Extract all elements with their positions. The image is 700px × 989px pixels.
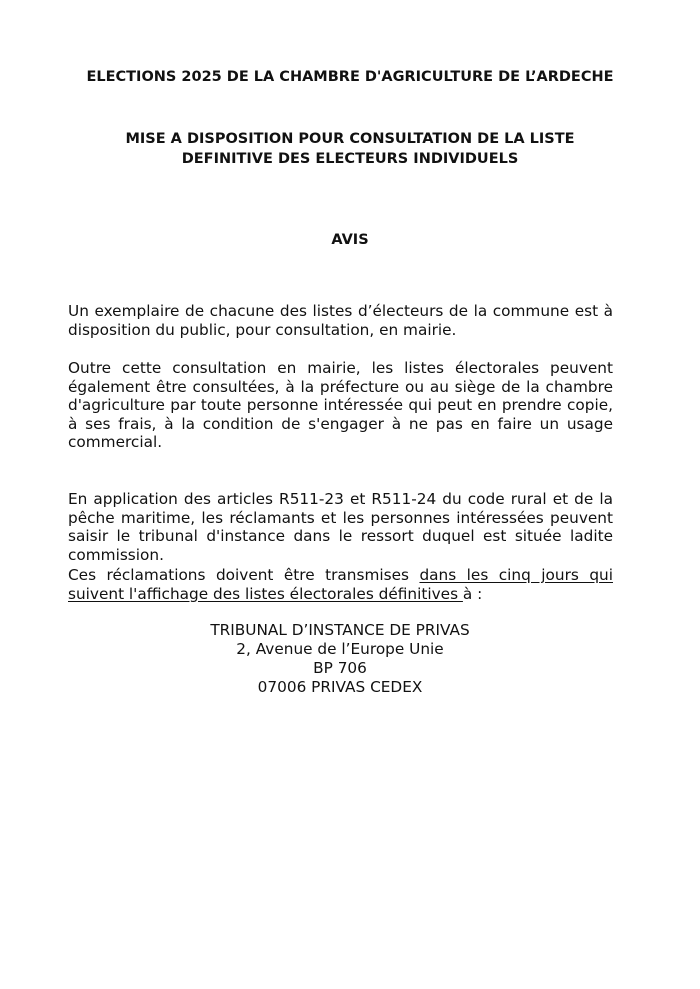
address-line-1: TRIBUNAL D’INSTANCE DE PRIVAS	[210, 621, 470, 639]
claims-deadline-text: dans les cinq jours qui suivent l'affichage des listes électorales définitives	[68, 566, 613, 603]
paragraph-availability: Un exemplaire de chacune des listes d’électeurs de la commune est à disposition du public, pour consultation, en mairie.	[68, 302, 613, 339]
court-address	[0, 621, 680, 697]
claims-tail-text: à :	[462, 584, 483, 603]
claims-lead-text: Ces réclamations doivent être transmises	[68, 566, 420, 584]
document-title: ELECTIONS 2025 DE LA CHAMBRE D'AGRICULTURE DE L’ARDECHE	[86, 69, 614, 85]
paragraph-legal-basis: En application des articles R511-23 et R511-24 du code rural et de la pêche maritime, les réclamants et les personnes intéressées peuvent saisir le tribunal d'instance dans le ressort duquel est située ladite commission.	[68, 490, 613, 564]
paragraph-claims	[68, 566, 613, 603]
address-line-3: BP 706	[313, 659, 367, 677]
notice-heading: AVIS	[331, 232, 369, 248]
subtitle-line-2: DEFINITIVE DES ELECTEURS INDIVIDUELS	[181, 151, 519, 167]
document-subtitle	[0, 129, 700, 169]
subtitle-line-1: MISE A DISPOSITION POUR CONSULTATION DE LA LISTE	[125, 131, 575, 147]
address-line-4: 07006 PRIVAS CEDEX	[257, 678, 423, 696]
address-line-2: 2, Avenue de l’Europe Unie	[236, 640, 444, 658]
paragraph-consultation: Outre cette consultation en mairie, les listes électorales peuvent également être consultées, à la préfecture ou au siège de la chambre d'agriculture par toute personne intéressée qui peut en prendre copie, à ses frais, à la condition de s'engager à ne pas en faire un usage commercial.	[68, 359, 613, 451]
